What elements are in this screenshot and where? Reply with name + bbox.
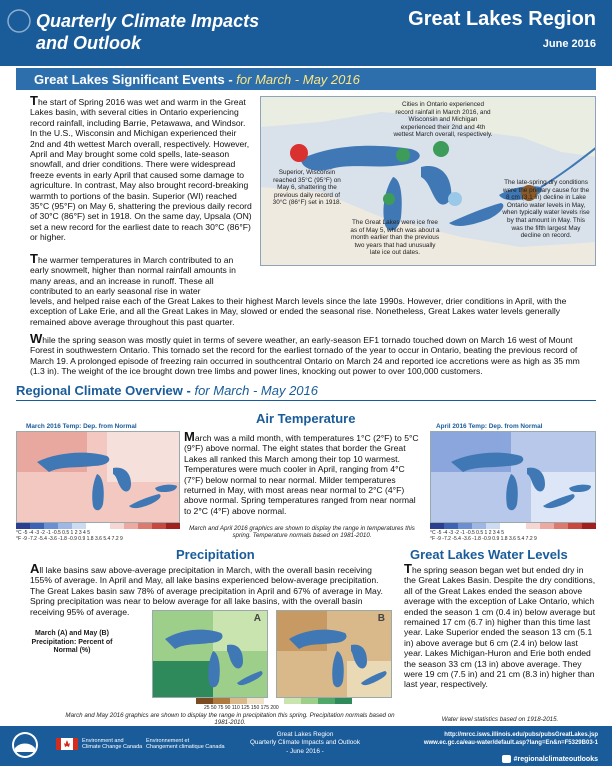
- paragraph-text: he start of Spring 2016 was wet and warm in the Great Lakes basin, with several cities in Ontario experiencing record rainfall, including Barrie, Petawawa, and Windsor. In the U.S., Wisconsin and Michigan experienced their 2nd and 4th wettest March overall, respectively. However, April and May brought some cold spells, late-season snowfall, and drier conditions. There were widespread freeze events in early April that caused some damage to agriculture. In contrast, May also brought record-breaking warmth to portions of the basin. Superior (WI) reached 35°C (95°F) on May 6, shattering the previous daily record of 30°C (86°F) set in 1918. On the same day, Upsala (ON) set a new record for the earliest date to reach 30°C (86°F) or higher.: [30, 97, 252, 243]
- dropcap: T: [404, 561, 412, 576]
- overview-period: for March - May 2016: [194, 383, 318, 398]
- header-swirl-icon: [6, 8, 32, 34]
- footer-date: - June 2016 -: [286, 747, 324, 755]
- precipitation-note: March and May 2016 graphics are shown to display the range in precipitation this spring. Precipitation normals based on 1981-2010.: [65, 712, 395, 727]
- events-paragraph-1: [30, 93, 252, 243]
- rain-record-marker-icon: [433, 141, 449, 157]
- temp-legend-celsius-right: °C -5 -4 -3 -2 -1 -0.5 0.5 1 2 3 4 5: [430, 530, 504, 536]
- april-temp-map-label: April 2016 Temp: Dep. from Normal: [436, 423, 543, 430]
- page-footer: [0, 726, 612, 766]
- region-name: Great Lakes Region: [408, 8, 596, 30]
- significant-events-map: [260, 96, 596, 266]
- publication-title: [36, 10, 296, 54]
- callout-superior-heat: Superior, Wisconsin reached 35°C (95°F) on May 6, shattering the previous daily record of 30°C (86°F) set in 1918.: [272, 169, 342, 207]
- water-levels-heading: Great Lakes Water Levels: [410, 547, 568, 562]
- panel-a-label: A: [253, 613, 261, 624]
- april-temperature-map: [430, 431, 596, 523]
- dropcap: T: [30, 93, 38, 108]
- march-precipitation-map-graphic: [153, 611, 268, 698]
- temp-legend-fahrenheit: °F -9 -7.2 -5.4 -3.6 -1.8 -0.9 0.9 1.8 3.6 5.4 7.2 9: [16, 536, 123, 542]
- precipitation-heading: Precipitation: [176, 547, 255, 562]
- banner-title: Great Lakes Significant Events -: [34, 72, 237, 87]
- eccc-fr-line-2: Changement climatique Canada: [146, 744, 225, 751]
- temperature-note: March and April 2016 graphics are shown to display the range in temperatures this spring. Temperature normals based on 1981-2010.: [189, 525, 415, 540]
- page-header: [0, 0, 612, 66]
- ice-free-marker-icon: [448, 192, 462, 206]
- paragraph-text: arch was a mild month, with temperatures 1°C (2°F) to 5°C (9°F) above normal. The eight states that border the Great Lakes all ranked this March among their top 10 warmest. Temperatures were much cooler in April, ranging from 4°C (7°F) below normal to near normal. Milder temperatures returned in May, with most areas near normal to 2°C (4°F) above normal. Spring temperatures ranged from near normal to 2°C (4°F) above normal.: [184, 433, 419, 516]
- footer-links: [424, 731, 598, 748]
- air-temperature-text: [184, 429, 420, 516]
- april-temperature-map-graphic: [431, 432, 596, 523]
- callout-dry-conditions: The late-spring dry conditions were the primary cause for the 8 cm (3.1 in) decline in Lake Ontario water levels in May, when typically water levels rise by that amount in May. This was the fifth largest May decline on record.: [502, 179, 590, 240]
- water-levels-note: Water level statistics based on 1918-2015.: [441, 716, 559, 723]
- issue-date: June 2016: [542, 38, 596, 50]
- overview-heading: [16, 383, 318, 398]
- precipitation-color-legend: [196, 698, 352, 704]
- callout-ontario-rainfall: Cities in Ontario experienced record rainfall in March 2016, and Wisconsin and Michigan experienced their 2nd and 4th wettest March overall, respectively.: [393, 101, 493, 139]
- eccc-french-name: [146, 738, 225, 751]
- mrcc-link[interactable]: http://mrcc.isws.illinois.edu/pubs/pubsGreatLakes.jsp: [444, 732, 598, 738]
- air-temperature-heading: Air Temperature: [256, 411, 356, 426]
- footer-publication-info: [230, 731, 380, 756]
- rain-record-marker-icon-3: [383, 193, 395, 205]
- water-levels-text: [404, 561, 596, 690]
- twitter-hashtag-text: #regionalclimateoutlooks: [513, 755, 598, 763]
- banner-period: for March - May 2016: [236, 72, 360, 87]
- march-temperature-map-graphic: [17, 432, 180, 523]
- paragraph-text: he spring season began wet but ended dry in the Great Lakes Basin. Despite the dry conditions, all of the Great Lakes ended the season above average with the exception of Lake Ontario, which ended the season 1 cm (0.4 in) below average but remained 17 cm (6.7 in) higher than this time last year. Lake Superior ended the season 13 cm (5.1 in) above average but 6 cm (2.4 in) below last year. Lakes Michigan-Huron and Erie both ended the season 33 cm (13 in) above average. They were 19 cm (7.5 in) and 21 cm (8.3 in) higher than last year, respectively.: [404, 565, 596, 690]
- march-temp-map-label: March 2016 Temp: Dep. from Normal: [26, 423, 137, 430]
- twitter-icon: [502, 755, 511, 763]
- events-paragraph-2a: [30, 251, 252, 297]
- eccc-fr-line-1: Environnement et: [146, 738, 190, 744]
- paragraph-text: he warmer temperatures in March contributed to an early snowmelt, higher than normal rainfall amounts in many areas, and an increase in runoff. These all contributed to an early seasonal rise in water: [30, 255, 236, 297]
- temp-legend-fahrenheit-right: °F -9 -7.2 -5.4 -3.6 -1.8 -0.9 0.9 1.8 3.6 5.4 7.2 9: [430, 536, 537, 542]
- paragraph-text: hile the spring season was mostly quiet in terms of severe weather, an early-season EF1 tornado touched down on March 16 west of Mount Forest in southwestern Ontario. This tornado set the record for the earliest tornado of the year to occur in Ontario, beating the previous record of March 19. A prolonged episode of freezing rain occurred in southcentral Ontario on March 24 and reported ice accretions were as high as 35 mm (1.3 in). The weight of the ice brought down tree limbs and power lines, knocking out power to over 100,000 customers.: [30, 335, 580, 377]
- may-precipitation-map-graphic: [277, 611, 392, 698]
- banner-heading: [34, 72, 360, 87]
- events-paragraph-3: [30, 331, 596, 377]
- dropcap: M: [184, 429, 195, 444]
- temperature-color-legend: [16, 523, 180, 529]
- precip-legend-values: 25 50 75 90 110 125 150 175 200: [204, 705, 279, 711]
- precipitation-map-label: March (A) and May (B) Precipitation: Percent of Normal (%): [31, 630, 113, 655]
- paragraph-text: ll lake basins saw above-average precipitation in March, with the overall basin receiving 155% of average. In April and May, all lake basins experienced below-average precipitation. The Great Lakes basin saw 78% of average precipitation in April and 67% of average in May. Spring precipitation was near to below average for all lake basins, with the overall basin receiving 95% of average.: [30, 565, 383, 617]
- rain-record-marker-icon-2: [396, 148, 410, 162]
- ec-link[interactable]: www.ec.gc.ca/eau-water/default.asp?lang=En&n=F5329B03-1: [423, 740, 598, 747]
- significant-events-banner: [16, 68, 596, 90]
- title-line-2: and Outlook: [36, 33, 141, 53]
- heat-record-marker-icon: [290, 144, 308, 162]
- footer-publication: Quarterly Climate Impacts and Outlook: [249, 739, 361, 747]
- overview-title: Regional Climate Overview -: [16, 383, 195, 398]
- eccc-en-line-1: Environment and: [82, 738, 124, 744]
- callout-ice-free: The Great Lakes were ice free as of May 5, which was about a month earlier than the previous two years that had unusually late ice out dates.: [350, 219, 440, 257]
- dropcap: T: [30, 251, 38, 266]
- panel-b-label: B: [377, 613, 385, 624]
- temperature-color-legend-right: [430, 523, 596, 529]
- noaa-logo-icon: [10, 730, 40, 760]
- overview-divider: [16, 400, 596, 401]
- dropcap: A: [30, 561, 40, 576]
- canada-flag-icon: [56, 738, 78, 750]
- march-precipitation-map: [152, 610, 268, 698]
- dropcap: W: [30, 331, 43, 346]
- eccc-en-line-2: Climate Change Canada: [82, 744, 143, 751]
- temp-legend-celsius: °C -5 -4 -3 -2 -1 -0.5 0.5 1 2 3 4 5: [16, 530, 90, 536]
- may-precipitation-map: [276, 610, 392, 698]
- title-line-1: Quarterly Climate Impacts: [36, 11, 260, 31]
- eccc-english-name: [82, 738, 142, 751]
- twitter-hashtag[interactable]: [502, 755, 598, 763]
- events-paragraph-2b: levels, and helped raise each of the Great Lakes to their highest March levels since the late 1990s. However, drier conditions in April, with the exception of Lake Erie, and all the Great Lakes in May, slowed or ended the seasonal rise. Nonetheless, Great Lakes water levels generally remained above average throughout this past quarter.: [30, 296, 567, 327]
- footer-region: Great Lakes Region: [276, 731, 334, 738]
- march-temperature-map: [16, 431, 180, 523]
